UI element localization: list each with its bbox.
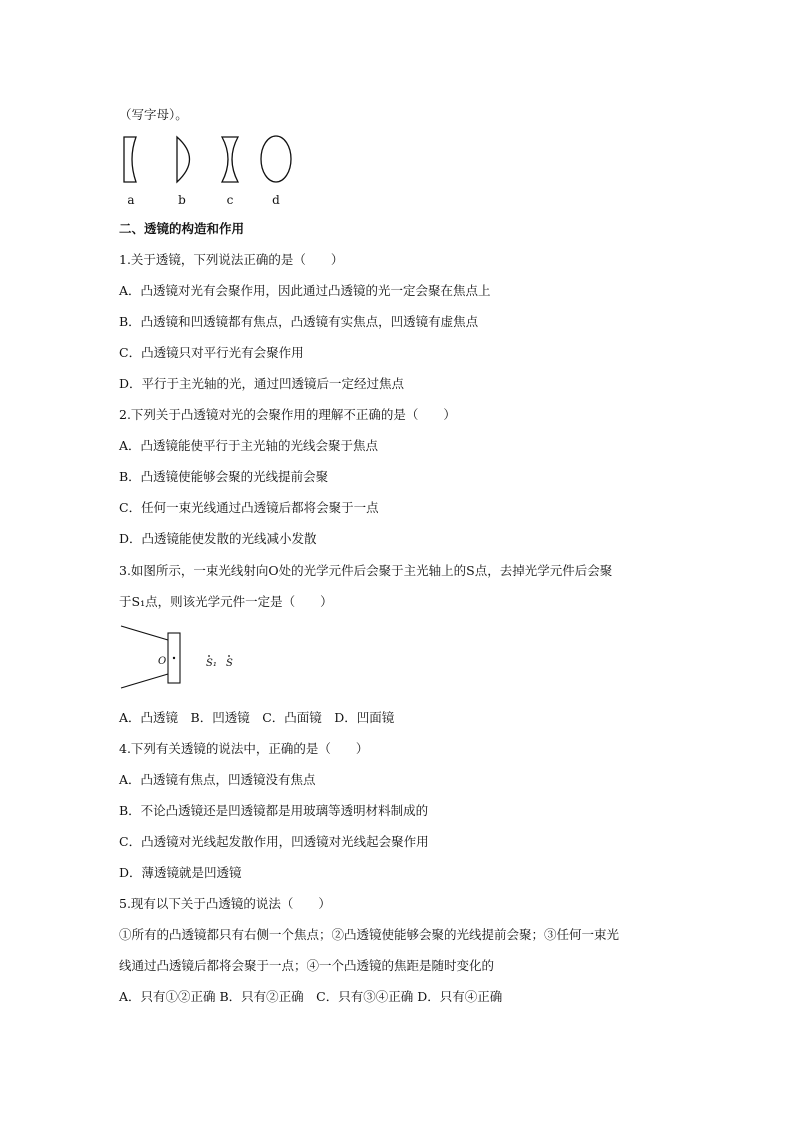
q4-option-c: C．凸透镜对光线起发散作用，凹透镜对光线起会聚作用 xyxy=(119,834,429,849)
q4-stem: 4.下列有关透镜的说法中，正确的是（ ） xyxy=(119,741,369,756)
q5-body-line1: ①所有的凸透镜都只有右侧一个焦点；②凸透镜使能够会聚的光线提前会聚；③任何一束光 xyxy=(119,927,620,942)
q3-options: A．凸透镜 B．凹透镜 C．凸面镜 D．凹面镜 xyxy=(119,710,395,725)
point-s-dot xyxy=(228,655,230,657)
q4-option-a: A．凸透镜有焦点，凹透镜没有焦点 xyxy=(119,772,316,787)
point-s-label: S xyxy=(226,658,233,669)
q3-stem-line2: 于S₁点，则该光学元件一定是（ ） xyxy=(119,594,333,609)
q1-option-c: C．凸透镜只对平行光有会聚作用 xyxy=(119,345,304,360)
q4-option-d: D．薄透镜就是凹透镜 xyxy=(119,865,242,880)
lens-label-c: c xyxy=(226,193,234,207)
q2-option-b: B．凸透镜使能够会聚的光线提前会聚 xyxy=(119,469,329,484)
q1-option-b: B．凸透镜和凹透镜都有焦点，凸透镜有实焦点，凹透镜有虚焦点 xyxy=(119,314,479,329)
q2-option-a: A．凸透镜能使平行于主光轴的光线会聚于焦点 xyxy=(119,438,379,453)
q2-option-d: D．凸透镜能使发散的光线减小发散 xyxy=(119,531,317,546)
lens-a-shape xyxy=(124,137,136,182)
q5-body-line2: 线通过凸透镜后都将会聚于一点；④一个凸透镜的焦距是随时变化的 xyxy=(119,958,495,973)
incident-ray-top xyxy=(121,626,168,640)
point-s1-label: S₁ xyxy=(206,658,217,669)
lens-figure xyxy=(114,132,304,212)
q1-option-a: A．凸透镜对光有会聚作用，因此通过凸透镜的光一定会聚在焦点上 xyxy=(119,283,491,298)
q1-stem: 1.关于透镜，下列说法正确的是（ ） xyxy=(119,252,344,267)
section-title: 二、透镜的构造和作用 xyxy=(119,221,245,236)
lens-d-shape xyxy=(261,136,291,182)
q3-stem-line1: 3.如图所示，一束光线射向O处的光学元件后会聚于主光轴上的S点，去掉光学元件后会聚 xyxy=(119,563,613,578)
intro-tail-text: （写字母）。 xyxy=(119,107,188,122)
lens-label-b: b xyxy=(178,193,186,207)
q4-option-b: B．不论凸透镜还是凹透镜都是用玻璃等透明材料制成的 xyxy=(119,803,429,818)
q2-stem: 2.下列关于凸透镜对光的会聚作用的理解不正确的是（ ） xyxy=(119,407,456,422)
q2-option-c: C．任何一束光线通过凸透镜后都将会聚于一点 xyxy=(119,500,379,515)
point-s1-dot xyxy=(208,655,210,657)
lens-label-a: a xyxy=(127,193,135,207)
point-o-dot xyxy=(173,657,175,659)
lens-c-shape xyxy=(222,137,238,182)
incident-ray-bottom xyxy=(121,674,168,688)
optical-element-figure xyxy=(116,622,256,694)
lens-b-shape xyxy=(177,137,190,182)
point-o-label: O xyxy=(158,656,167,667)
q1-option-d: D．平行于主光轴的光，通过凹透镜后一定经过焦点 xyxy=(119,376,405,391)
lens-label-d: d xyxy=(272,193,280,207)
q5-stem: 5.现有以下关于凸透镜的说法（ ） xyxy=(119,896,331,911)
q5-options: A．只有①②正确 B．只有②正确 C．只有③④正确 D．只有④正确 xyxy=(119,989,503,1004)
